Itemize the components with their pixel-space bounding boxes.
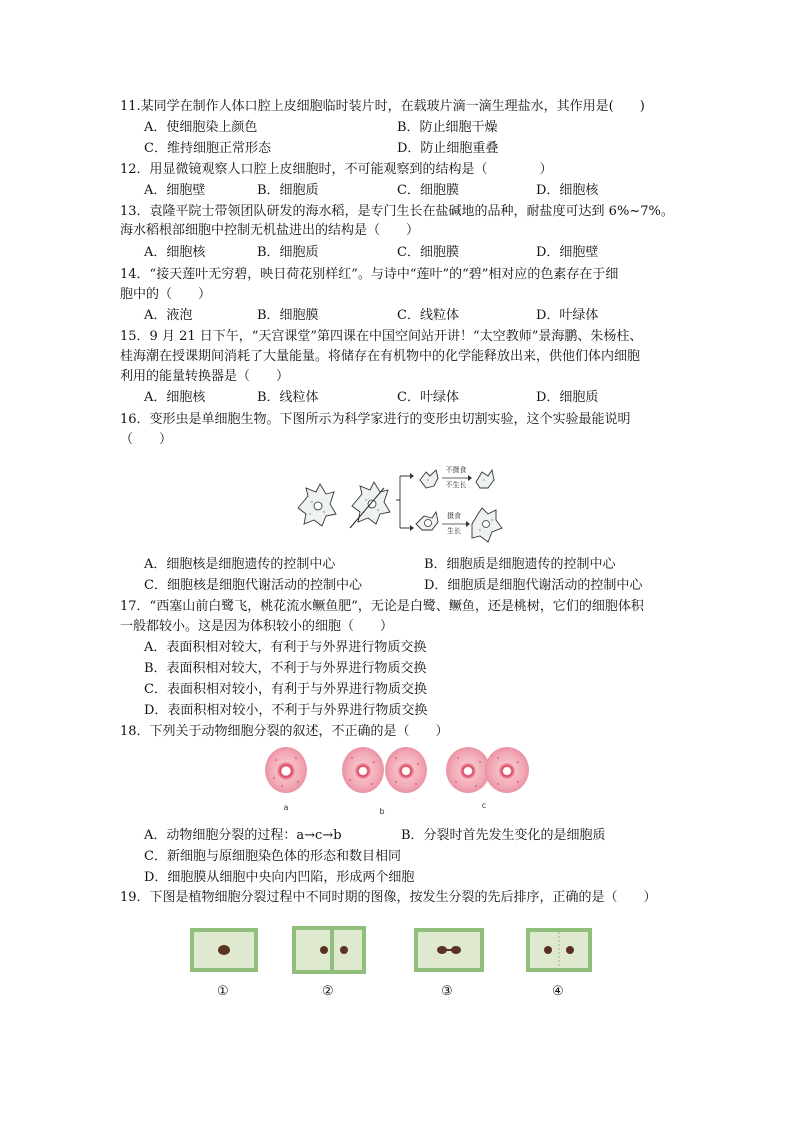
q16-stem-line1: 16．变形虫是单细胞生物。下图所示为科学家进行的变形虫切割实验，这个实验最能说明 — [120, 412, 631, 427]
q12-stem: 12．用显微镜观察人口腔上皮细胞时，不可能观察到的结构是（ ） — [120, 162, 553, 177]
q18-option-a: A．动物细胞分裂的过程：a→c→b — [144, 828, 342, 843]
plant-label-3: ③ — [441, 984, 453, 999]
plant-cell-2 — [294, 928, 364, 972]
q18-option-c: C．新细胞与原细胞染色体的形态和数目相同 — [144, 849, 401, 864]
label-a: a — [283, 803, 289, 812]
q17-option-a: A．表面积相对较大，有利于与外界进行物质交换 — [144, 640, 427, 655]
q13-option-c: C．细胞膜 — [397, 245, 459, 260]
q15-stem-line2: 桂海潮在授课期间消耗了大量能量。将储存在有机物中的化学能释放出来，供他们体内细胞 — [120, 349, 641, 364]
q17-option-c: C．表面积相对较小，有利于与外界进行物质交换 — [144, 682, 427, 697]
q11-option-d: D．防止细胞重叠 — [397, 141, 499, 156]
amoeba-fragment-no-nucleus — [420, 470, 438, 488]
nucleus-3 — [425, 520, 432, 527]
q17-option-d: D．表面积相对较小，不利于与外界进行物质交换 — [144, 703, 428, 718]
cell-b — [342, 747, 427, 793]
q17-stem-line1: 17．“西塞山前白鹭飞，桃花流水鳜鱼肥”，无论是白鹭、鳜鱼，还是桃树，它们的细胞体积 — [120, 599, 644, 614]
q14-stem-line1: 14．“接天莲叶无穷碧，映日荷花别样红”。与诗中“莲叶”的“碧”相对应的色素存在于细 — [120, 267, 619, 282]
cell-c — [446, 747, 529, 793]
q11-option-b: B．防止细胞干燥 — [397, 120, 498, 135]
q15-option-c: C．叶绿体 — [397, 390, 459, 405]
q11-option-a: A．使细胞染上颜色 — [144, 120, 258, 135]
q15-option-d: D．细胞质 — [536, 390, 599, 405]
q13-stem-line2: 海水稻根部细胞中控制无机盐进出的结构是（ ） — [120, 223, 420, 238]
nucleus-4 — [483, 521, 490, 528]
q13-option-b: B．细胞质 — [257, 245, 319, 260]
amoeba-cutting-figure — [290, 458, 510, 550]
branch-arrows — [396, 476, 412, 528]
label-eat: 摄食 — [447, 512, 461, 520]
q18-stem: 18．下列关于动物细胞分裂的叙述，不正确的是（ ） — [120, 724, 449, 739]
q11-stem: 11.某同学在制作人体口腔上皮细胞临时装片时，在载玻片滴一滴生理盐水，其作用是( ) — [120, 99, 645, 114]
q17-stem-line2: 一般都较小。这是因为体积较小的细胞（ ） — [120, 619, 394, 634]
label-no-eat: 不摄食 — [445, 466, 467, 474]
q12-option-d: D．细胞核 — [536, 183, 599, 198]
q18-option-b: B．分裂时首先发生变化的是细胞质 — [401, 828, 606, 843]
plant-cell-4 — [528, 930, 590, 970]
q15-stem-line1: 15．9 月 21 日下午，“天宫课堂”第四课在中国空间站开讲！“太空教师”景海鹏、朱杨柱、 — [120, 329, 643, 344]
q16-stem-line2: （ ） — [120, 432, 173, 447]
cell-a — [265, 747, 307, 793]
nucleus-1 — [314, 502, 322, 510]
q11-option-c: C．维持细胞正常形态 — [144, 141, 271, 156]
plant-cell-1 — [192, 930, 256, 970]
q19-stem: 19．下图是植物细胞分裂过程中不同时期的图像，按发生分裂的先后排序，正确的是（ ） — [120, 890, 657, 905]
animal-cell-division-figure — [262, 744, 534, 818]
q14-option-c: C．线粒体 — [397, 308, 459, 323]
label-b: b — [379, 807, 385, 816]
q15-stem-line3: 利用的能量转换器是（ ） — [120, 369, 290, 384]
q14-stem-line2: 胞中的（ ） — [120, 287, 212, 302]
q16-option-b: B．细胞质是细胞遗传的控制中心 — [424, 557, 616, 572]
q14-option-d: D．叶绿体 — [536, 308, 599, 323]
nucleus-2 — [368, 500, 376, 508]
plant-cell-division-figure — [186, 922, 606, 1004]
q12-option-b: B．细胞质 — [257, 183, 319, 198]
q14-option-b: B．细胞膜 — [257, 308, 319, 323]
q12-option-c: C．细胞膜 — [397, 183, 459, 198]
q15-option-b: B．线粒体 — [257, 390, 319, 405]
q14-option-a: A．液泡 — [144, 308, 193, 323]
plant-cell-3 — [416, 930, 482, 970]
q15-option-a: A．细胞核 — [144, 390, 206, 405]
amoeba-fragment-no-nucleus-after — [476, 470, 494, 488]
plant-label-2: ② — [322, 984, 334, 999]
q16-option-d: D．细胞质是细胞代谢活动的控制中心 — [424, 578, 643, 593]
plant-label-1: ① — [217, 984, 229, 999]
label-no-grow: 不生长 — [445, 481, 467, 489]
label-grow: 生长 — [447, 527, 461, 535]
q13-stem-line1: 13．袁隆平院士带领团队研发的海水稻，是专门生长在盐碱地的品种，耐盐度可达到 6%~7%。 — [120, 204, 674, 219]
q16-option-c: C．细胞核是细胞代谢活动的控制中心 — [144, 578, 362, 593]
q12-option-a: A．细胞壁 — [144, 183, 206, 198]
q13-option-d: D．细胞壁 — [536, 245, 599, 260]
label-c: c — [481, 801, 487, 810]
q17-option-b: B．表面积相对较大，不利于与外界进行物质交换 — [144, 661, 427, 676]
q16-option-a: A．细胞核是细胞遗传的控制中心 — [144, 557, 336, 572]
q13-option-a: A．细胞核 — [144, 245, 206, 260]
q18-option-d: D．细胞膜从细胞中央向内凹陷，形成两个细胞 — [144, 870, 415, 885]
plant-label-4: ④ — [552, 984, 564, 999]
